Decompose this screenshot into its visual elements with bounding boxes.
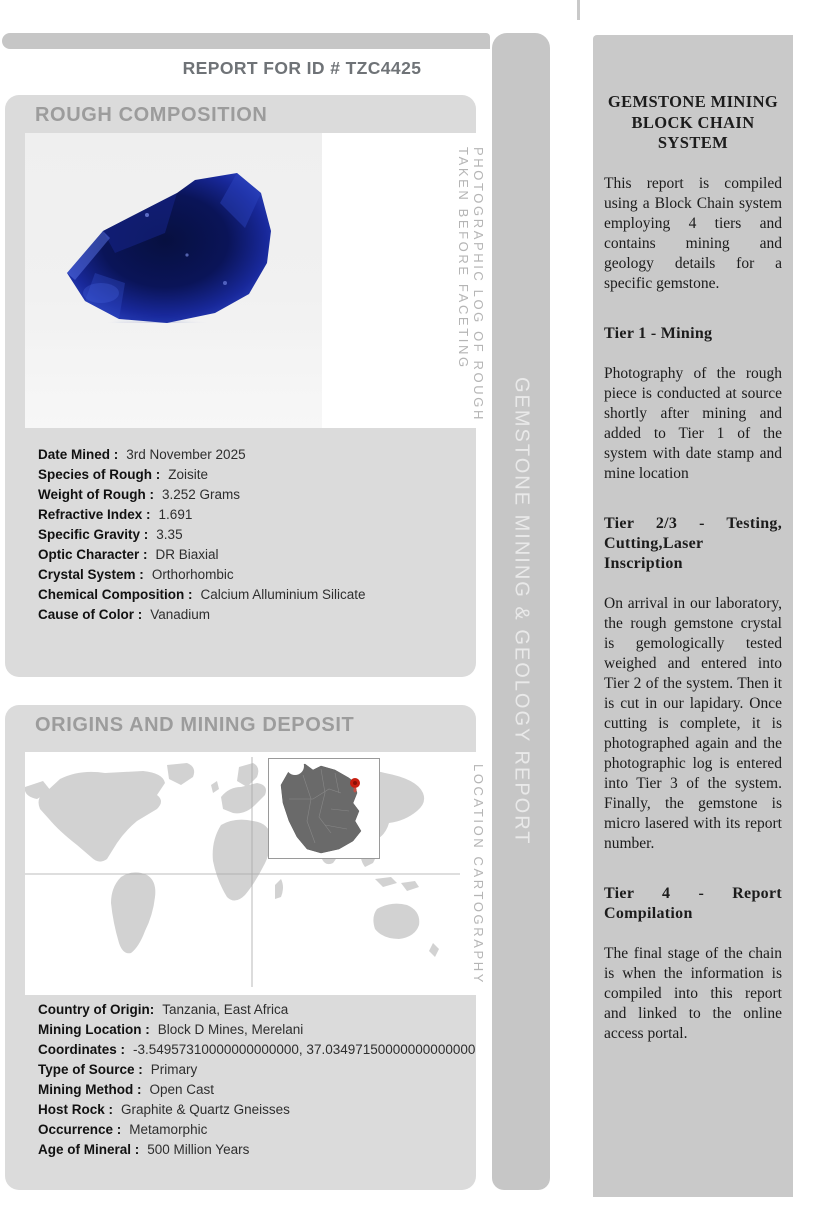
field-value: 3.252 Grams bbox=[161, 487, 241, 502]
field-row bbox=[38, 505, 366, 525]
field-row bbox=[38, 1080, 475, 1100]
field-row bbox=[38, 1120, 475, 1140]
field-value: Vanadium bbox=[150, 607, 211, 622]
field-row bbox=[38, 1060, 475, 1080]
vertical-report-strip bbox=[492, 33, 550, 1190]
field-value: 500 Million Years bbox=[147, 1142, 250, 1157]
photo-caption-line1: PHOTOGRAPHIC LOG OF ROUGH bbox=[471, 147, 486, 422]
field-value: 3rd November 2025 bbox=[126, 447, 246, 462]
field-value: Calcium Alluminium Silicate bbox=[200, 587, 366, 602]
tier23-body: On arrival in our laboratory, the rough gemstone crystal is gemologically tested weighed and entered into Tier 2 of the system. Then it is cut in our lapidary. Once cutting is complete, it is photographed again and the photographic log is entered into Tier 3 of the system. Finally, the gemstone is micro lasered with its report number. bbox=[604, 594, 782, 852]
field-label: Date Mined : bbox=[38, 447, 119, 462]
tanzania-map bbox=[269, 759, 379, 858]
blockchain-info-sidebar bbox=[593, 35, 793, 1197]
field-row bbox=[38, 1040, 475, 1060]
field-label: Chemical Composition : bbox=[38, 587, 193, 602]
sidebar-heading: GEMSTONE MINING BLOCK CHAIN SYSTEM bbox=[607, 92, 779, 152]
field-label: Crystal System : bbox=[38, 567, 144, 582]
origins-title: ORIGINS AND MINING DEPOSIT bbox=[35, 714, 355, 736]
field-row bbox=[38, 1000, 475, 1020]
field-value: Tanzania, East Africa bbox=[162, 1002, 289, 1017]
field-label: Occurrence : bbox=[38, 1122, 122, 1137]
field-value: Metamorphic bbox=[129, 1122, 208, 1137]
gemstone-crystal-image bbox=[25, 133, 322, 428]
tier4-heading: Tier 4 - Report Compilation bbox=[604, 884, 782, 922]
field-label: Optic Character : bbox=[38, 547, 148, 562]
tier1-body: Photography of the rough piece is conducted at source shortly after mining and added to Tier 1 of the system with date stamp and mine location bbox=[604, 364, 782, 482]
rough-composition-fields bbox=[38, 445, 366, 625]
field-value: DR Biaxial bbox=[155, 547, 219, 562]
field-value: Orthorhombic bbox=[151, 567, 234, 582]
field-row bbox=[38, 1020, 475, 1040]
rough-composition-title: ROUGH COMPOSITION bbox=[35, 104, 268, 126]
field-label: Specific Gravity : bbox=[38, 527, 149, 542]
field-row bbox=[38, 545, 366, 565]
vertical-strip-label: GEMSTONE MINING & GEOLOGY REPORT bbox=[510, 377, 533, 846]
field-value: Graphite & Quartz Gneisses bbox=[121, 1102, 290, 1117]
field-label: Weight of Rough : bbox=[38, 487, 154, 502]
field-label: Country of Origin: bbox=[38, 1002, 155, 1017]
field-row bbox=[38, 465, 366, 485]
field-row bbox=[38, 565, 366, 585]
sidebar-intro: This report is compiled using a Block Chain system employing 4 tiers and contains mining and geology details for a specific gemstone. bbox=[604, 174, 782, 292]
field-label: Mining Method : bbox=[38, 1082, 142, 1097]
origins-fields bbox=[38, 1000, 475, 1160]
world-map bbox=[25, 757, 465, 987]
rough-photo-block bbox=[25, 133, 489, 428]
field-value: Primary bbox=[150, 1062, 198, 1077]
field-label: Cause of Color : bbox=[38, 607, 143, 622]
tier4-body: The final stage of the chain is when the information is compiled into this report and linked to the online access portal. bbox=[604, 944, 782, 1042]
top-page-divider bbox=[577, 0, 580, 20]
tier1-heading: Tier 1 - Mining bbox=[604, 324, 713, 342]
field-row bbox=[38, 445, 366, 465]
tier23-heading: Tier 2/3 - Testing, Cutting,Laser Inscription bbox=[604, 514, 782, 572]
field-row bbox=[38, 1140, 475, 1160]
field-value: Block D Mines, Merelani bbox=[157, 1022, 304, 1037]
field-row bbox=[38, 485, 366, 505]
field-value: Open Cast bbox=[149, 1082, 215, 1097]
photo-caption bbox=[456, 147, 486, 422]
field-row bbox=[38, 525, 366, 545]
field-value: 1.691 bbox=[158, 507, 193, 522]
field-value: Zoisite bbox=[168, 467, 209, 482]
location-map-block bbox=[25, 752, 489, 995]
map-caption bbox=[471, 764, 486, 985]
field-row bbox=[38, 1100, 475, 1120]
field-label: Mining Location : bbox=[38, 1022, 150, 1037]
tanzania-inset-map bbox=[268, 758, 380, 859]
field-row bbox=[38, 585, 366, 605]
field-label: Refractive Index : bbox=[38, 507, 151, 522]
field-label: Type of Source : bbox=[38, 1062, 143, 1077]
field-label: Species of Rough : bbox=[38, 467, 161, 482]
top-gray-bar bbox=[2, 33, 490, 49]
field-label: Host Rock : bbox=[38, 1102, 114, 1117]
field-value: -3.54957310000000000000, 37.03497150000000000000 bbox=[133, 1042, 476, 1057]
map-caption-line: LOCATION CARTOGRAPHY bbox=[471, 764, 486, 986]
field-label: Age of Mineral : bbox=[38, 1142, 140, 1157]
field-value: 3.35 bbox=[156, 527, 183, 542]
page-title: REPORT FOR ID # TZC4425 bbox=[182, 58, 422, 78]
field-label: Coordinates : bbox=[38, 1042, 126, 1057]
photo-caption-line2: TAKEN BEFORE FACETING bbox=[456, 147, 471, 370]
field-row bbox=[38, 605, 366, 625]
rough-gemstone-photo bbox=[25, 133, 322, 428]
